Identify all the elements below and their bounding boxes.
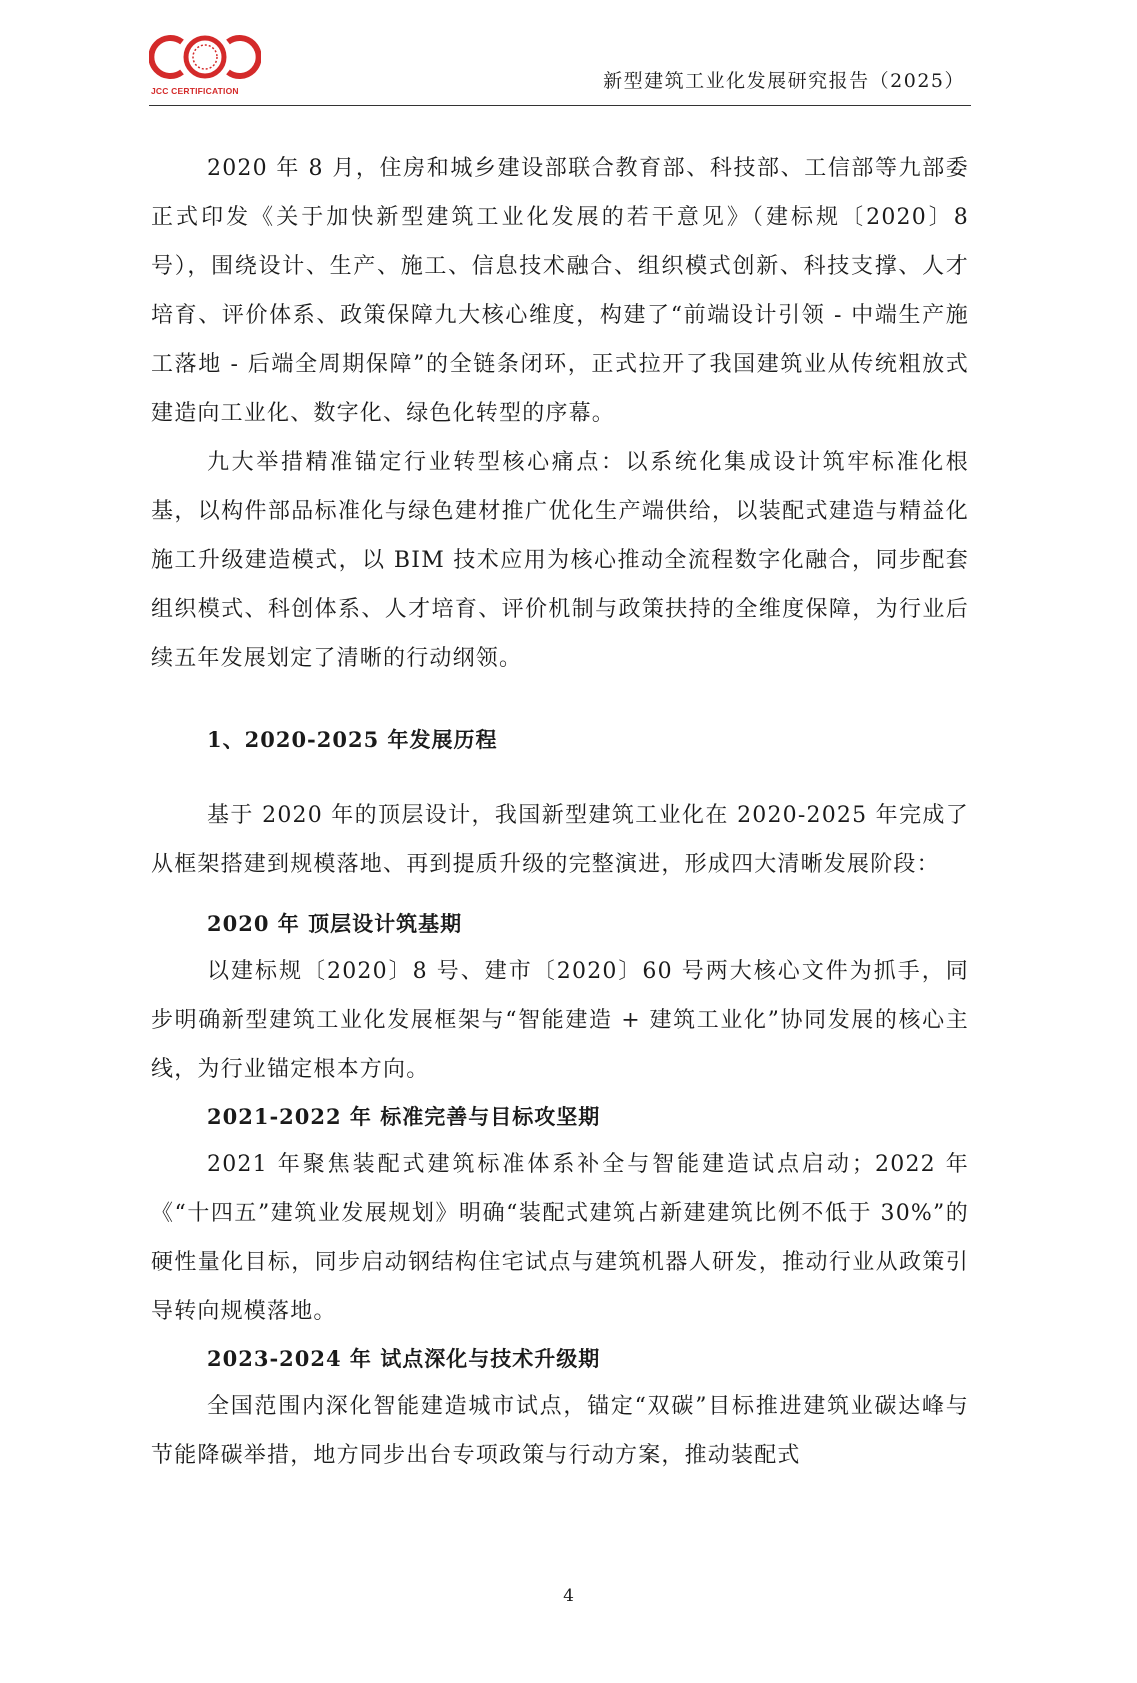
page-body [151,144,969,1480]
stage-title-2020: 2020 年 顶层设计筑基期 [207,911,463,936]
stage-text-2020: 以建标规〔2020〕8 号、建市〔2020〕60 号两大核心文件为抓手，同步明确新型建筑工业化发展框架与“智能建造 + 建筑工业化”协同发展的核心主线，为行业锚定根本方向。 [151,959,969,1082]
stage-title-2021-2022: 2021-2022 年 标准完善与目标攻坚期 [207,1104,601,1129]
paragraph-nine-measures: 九大举措精准锚定行业转型核心痛点：以系统化集成设计筑牢标准化根基，以构件部品标准化与绿色建材推广优化生产端供给，以装配式建造与精益化施工升级建造模式，以 BIM 技术应用为核心推动全流程数字化融合，同步配套组织模式、科创体系、人才培育、评价机制与政策扶持的全维度保障，为行业后续五年发展划定了清晰的行动纲领。 [151,450,969,671]
paragraph-policy-intro: 2020 年 8 月，住房和城乡建设部联合教育部、科技部、工信部等九部委正式印发《关于加快新型建筑工业化发展的若干意见》（建标规〔2020〕8 号），围绕设计、生产、施工、信息技术融合、组织模式创新、科技支撑、人才培育、评价体系、政策保障九大核心维度，构建了“前端设计引领 - 中端生产施工落地 - 后端全周期保障”的全链条闭环，正式拉开了我国建筑业从传统粗放式建造向工业化、数字化、绿色化转型的序幕。 [151,156,969,426]
paragraph-development-overview: 基于 2020 年的顶层设计，我国新型建筑工业化在 2020-2025 年完成了从框架搭建到规模落地、再到提质升级的完整演进，形成四大清晰发展阶段： [151,803,969,877]
logo-ring-right [228,38,259,76]
page-number: 4 [563,1586,574,1606]
stage-title-2023-2024: 2023-2024 年 试点深化与技术升级期 [207,1346,601,1371]
stage-text-2023-2024: 全国范围内深化智能建造城市试点，锚定“双碳”目标推进建筑业碳达峰与节能降碳举措，地方同步出台专项政策与行动方案，推动装配式 [151,1394,969,1468]
document-header-title: 新型建筑工业化发展研究报告（2025） [603,70,965,92]
header-divider [149,105,971,106]
logo-ring-center [186,38,224,76]
logo-ring-dotted [193,45,217,69]
logo-text: JCC CERTIFICATION [151,86,239,96]
section-heading: 1、2020-2025 年发展历程 [207,727,498,752]
logo-ring-left [151,38,182,76]
stage-text-2021-2022: 2021 年聚焦装配式建筑标准体系补全与智能建造试点启动；2022 年《“十四五”建筑业发展规划》明确“装配式建筑占新建建筑比例不低于 30%”的硬性量化目标，同步启动钢结构住宅试点与建筑机器人研发，推动行业从政策引导转向规模落地。 [151,1152,969,1324]
